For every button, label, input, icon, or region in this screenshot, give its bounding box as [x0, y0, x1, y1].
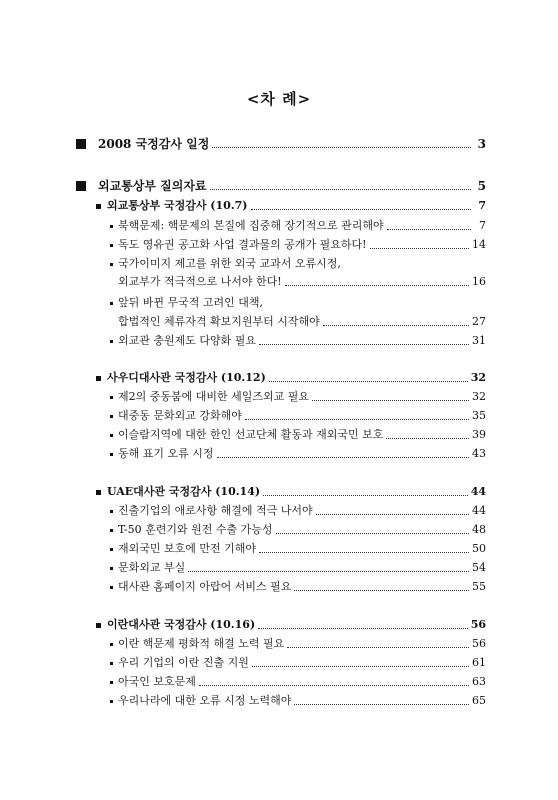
toc-page-number: 56 — [470, 618, 486, 631]
toc-page-number: 32 — [470, 371, 486, 384]
dot-leader — [294, 590, 469, 591]
dot-leader — [210, 189, 471, 190]
dot-leader — [258, 628, 468, 629]
toc-entry-continuation[interactable] — [118, 275, 486, 289]
toc-entry-label: 아국인 보호문제 — [118, 675, 196, 688]
toc-entry-label: 합법적인 체류자격 확보지원부터 시작해야 — [118, 315, 320, 328]
toc-page-number: 5 — [477, 179, 486, 193]
toc-entry-label: 이란 핵문제 평화적 해결 노력 필요 — [118, 637, 285, 650]
toc-entry-l3[interactable] — [110, 219, 486, 233]
toc-entry-label: 동해 표기 오류 시정 — [118, 447, 214, 460]
toc-entry-l3[interactable] — [110, 675, 486, 689]
dot-leader — [386, 438, 469, 439]
toc-entry-label: 이란대사관 국정감사 (10.16) — [107, 618, 256, 631]
dot-leader — [212, 147, 471, 148]
toc-entry-l1[interactable] — [76, 179, 486, 193]
square-bullet-icon — [110, 415, 113, 418]
toc-entry-l3[interactable] — [110, 656, 486, 670]
toc-page-number: 56 — [472, 637, 486, 650]
toc-entry-l3[interactable] — [110, 542, 486, 556]
toc-page-number: 54 — [472, 561, 486, 574]
toc-page-number: 61 — [472, 656, 486, 669]
toc-entry-label: 대사관 홈페이지 아랍어 서비스 필요 — [118, 580, 292, 593]
toc-entry-l3[interactable] — [110, 390, 486, 404]
toc-entry-label: 우리 기업의 이란 진출 지원 — [118, 656, 249, 669]
square-bullet-icon — [110, 567, 113, 570]
square-bullet-icon — [110, 510, 113, 513]
dot-leader — [287, 647, 469, 648]
toc-entry-l3[interactable] — [110, 561, 486, 575]
square-bullet-icon — [110, 700, 113, 703]
toc-page-number: 48 — [472, 523, 486, 536]
dot-leader — [316, 514, 469, 515]
toc-entry-label: 재외국민 보호에 만전 기해야 — [118, 542, 257, 555]
dot-leader — [199, 685, 469, 686]
toc-entry-label: 북핵문제: 핵문제의 본질에 집중해 장기적으로 관리해야 — [118, 219, 384, 232]
square-bullet-icon — [110, 453, 113, 456]
toc-entry-label: 사우디대사관 국정감사 (10.12) — [107, 371, 266, 384]
toc-entry-l2[interactable] — [96, 618, 486, 632]
toc-entry-l1[interactable] — [76, 137, 486, 151]
dot-leader — [259, 344, 469, 345]
square-bullet-icon — [110, 643, 113, 646]
toc-entry-l3[interactable] — [110, 504, 486, 518]
square-bullet-icon — [96, 376, 101, 381]
toc-entry-l2[interactable] — [96, 199, 486, 213]
toc-entry-label: 2008 국정감사 일정 — [98, 137, 210, 151]
toc-entry-label: 국가이미지 제고를 위한 외국 교과서 오류시정, — [118, 257, 341, 270]
toc-entry-continuation[interactable] — [118, 315, 486, 329]
toc-page-number: 50 — [472, 542, 486, 555]
square-bullet-icon — [76, 139, 86, 149]
toc-entry-label: T-50 훈련기와 원전 수출 가능성 — [118, 523, 273, 536]
toc-entry-label: 제2의 중동붐에 대비한 세일즈외교 필요 — [118, 390, 309, 403]
toc-entry-l3[interactable] — [110, 296, 486, 310]
toc-entry-l2[interactable] — [96, 485, 486, 499]
toc-page-number: 7 — [479, 219, 486, 232]
dot-leader — [188, 571, 469, 572]
toc-entry-label: 외교통상부 국정감사 (10.7) — [107, 199, 248, 212]
square-bullet-icon — [110, 434, 113, 437]
dot-leader — [259, 552, 469, 553]
square-bullet-icon — [110, 396, 113, 399]
toc-entry-label: 이슬람지역에 대한 한인 선교단체 활동과 재외국민 보호 — [118, 428, 384, 441]
square-bullet-icon — [110, 302, 113, 305]
dot-leader — [276, 533, 469, 534]
toc-entry-l3[interactable] — [110, 447, 486, 461]
toc-page-number: 27 — [472, 315, 486, 328]
toc-entry-label: 문화외교 부실 — [118, 561, 186, 574]
dot-leader — [323, 325, 469, 326]
square-bullet-icon — [96, 490, 101, 495]
dot-leader — [252, 666, 469, 667]
toc-page-number: 35 — [472, 409, 486, 422]
dot-leader — [370, 248, 469, 249]
toc-page-number: 43 — [472, 447, 486, 460]
dot-leader — [251, 209, 472, 210]
square-bullet-icon — [110, 681, 113, 684]
toc-entry-l3[interactable] — [110, 334, 486, 348]
toc-entry-l3[interactable] — [110, 694, 486, 708]
toc-page-number: 31 — [472, 334, 486, 347]
dot-leader — [245, 419, 469, 420]
square-bullet-icon — [110, 263, 113, 266]
square-bullet-icon — [76, 181, 86, 191]
toc-page-number: 39 — [472, 428, 486, 441]
toc-page-number: 44 — [472, 504, 486, 517]
toc-page-number: 16 — [472, 275, 486, 288]
toc-entry-l3[interactable] — [110, 637, 486, 651]
toc-entry-l3[interactable] — [110, 409, 486, 423]
dot-leader — [269, 381, 468, 382]
dot-leader — [387, 229, 471, 230]
toc-page-number: 32 — [472, 390, 486, 403]
square-bullet-icon — [96, 204, 101, 209]
toc-entry-label: 대중동 문화외교 강화해야 — [118, 409, 242, 422]
square-bullet-icon — [110, 340, 113, 343]
square-bullet-icon — [110, 662, 113, 665]
square-bullet-icon — [96, 623, 101, 628]
square-bullet-icon — [110, 529, 113, 532]
toc-page-number: 7 — [478, 199, 486, 212]
dot-leader — [285, 285, 469, 286]
toc-entry-label: 외교부가 적극적으로 나서야 한다! — [118, 275, 282, 288]
toc-entry-label: 독도 영유권 공고화 사업 결과물의 공개가 필요하다! — [118, 238, 367, 251]
toc-entry-l3[interactable] — [110, 238, 486, 252]
dot-leader — [217, 457, 470, 458]
toc-entry-l3[interactable] — [110, 257, 486, 271]
toc-entry-label: 앞뒤 바뀐 무국적 고려인 대책, — [118, 296, 263, 309]
toc-page-number: 63 — [472, 675, 486, 688]
toc-entry-l3[interactable] — [110, 523, 486, 537]
square-bullet-icon — [110, 244, 113, 247]
toc-entry-l2[interactable] — [96, 371, 486, 385]
toc-entry-label: UAE대사관 국정감사 (10.14) — [107, 485, 261, 498]
toc-entry-label: 우리나라에 대한 오류 시정 노력해야 — [118, 694, 292, 707]
dot-leader — [294, 704, 469, 705]
dot-leader — [312, 400, 469, 401]
dot-leader — [263, 495, 468, 496]
toc-page-number: 55 — [472, 580, 486, 593]
toc-entry-l3[interactable] — [110, 428, 486, 442]
toc-page-number: 44 — [470, 485, 486, 498]
toc-entry-label: 진출기업의 애로사항 해결에 적극 나서야 — [118, 504, 313, 517]
square-bullet-icon — [110, 548, 113, 551]
square-bullet-icon — [110, 586, 113, 589]
toc-page-number: 65 — [472, 694, 486, 707]
toc-entry-label: 외교관 충원제도 다양화 필요 — [118, 334, 257, 347]
square-bullet-icon — [110, 225, 113, 228]
toc-entry-l3[interactable] — [110, 580, 486, 594]
toc-entry-label: 외교통상부 질의자료 — [98, 179, 207, 193]
toc-page-number: 14 — [472, 238, 486, 251]
toc-page-number: 3 — [477, 137, 486, 151]
page-title: <차 례> — [246, 90, 312, 108]
